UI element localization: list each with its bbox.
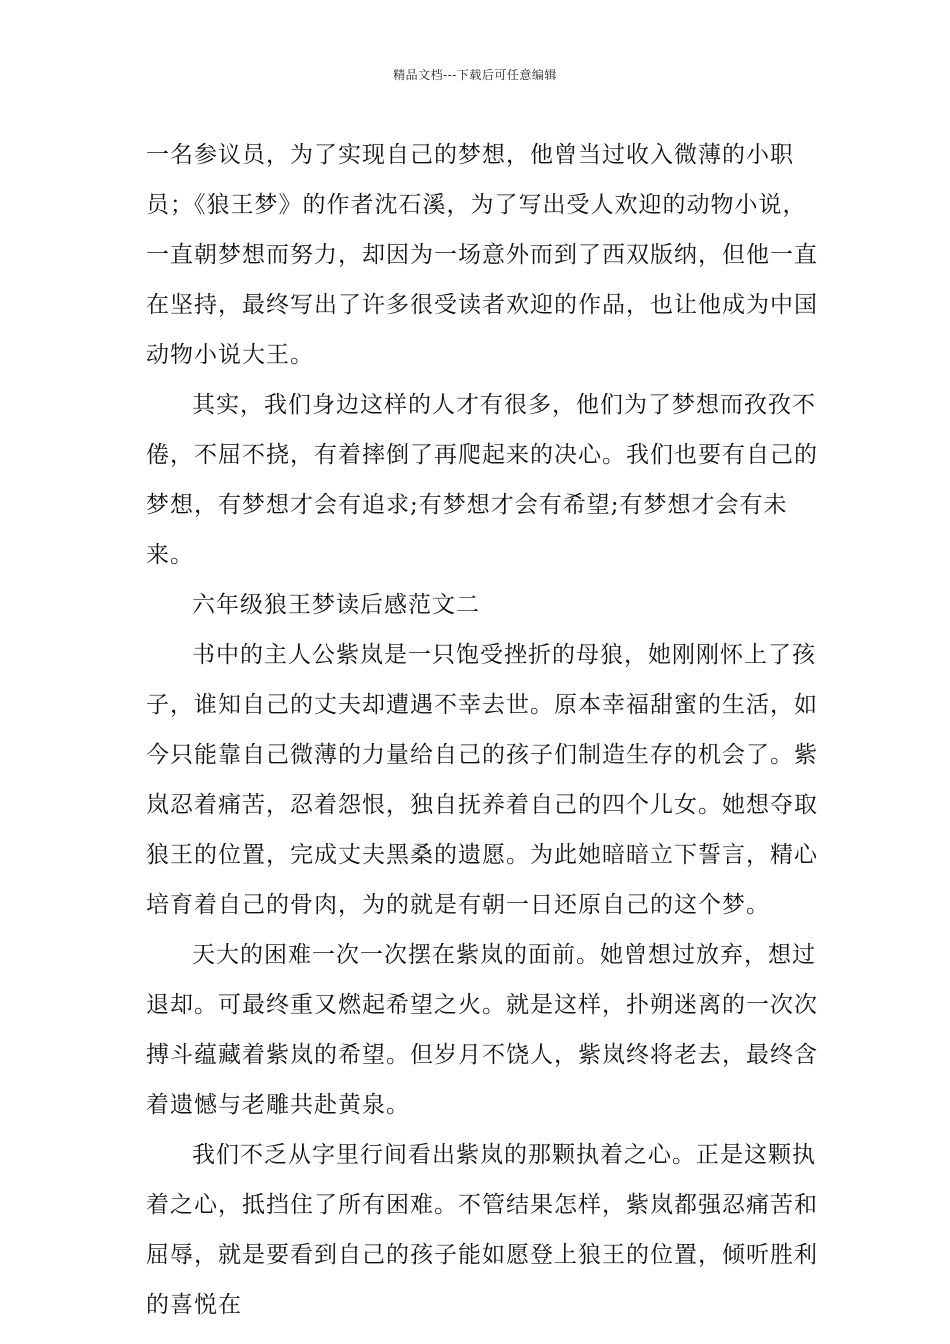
paragraph-4: 天大的困难一次一次摆在紫岚的面前。她曾想过放弃，想过退却。可最终重又燃起希望之火。就是这样，扑朔迷离的一次次搏斗蕴藏着紫岚的希望。但岁月不饶人，紫岚终将老去，最终含着遗憾与老雕共赴黄泉。 [146, 942, 818, 1118]
document-body [146, 130, 830, 1330]
page-header-note: 精品文档---下载后可任意编辑 [393, 68, 557, 82]
paragraph-5: 我们不乏从字里行间看出紫岚的那颗执着之心。正是这颗执着之心，抵挡住了所有困难。不管结果怎样，紫岚都强忍痛苦和屈辱，就是要看到自己的孩子能如愿登上狼王的位置，倾听胜利的喜悦在 [146, 1142, 818, 1318]
section-heading: 六年级狼王梦读后感范文二 [192, 592, 480, 618]
paragraph-3: 书中的主人公紫岚是一只饱受挫折的母狼，她刚刚怀上了孩子，谁知自己的丈夫却遭遇不幸去世。原本幸福甜蜜的生活，如今只能靠自己微薄的力量给自己的孩子们制造生存的机会了。紫岚忍着痛苦，忍着怨恨，独自抚养着自己的四个儿女。她想夺取狼王的位置，完成丈夫黑桑的遗愿。为此她暗暗立下誓言，精心培育着自己的骨肉，为的就是有朝一日还原自己的这个梦。 [146, 642, 818, 918]
paragraph-2: 其实，我们身边这样的人才有很多，他们为了梦想而孜孜不倦，不屈不挠，有着摔倒了再爬起来的决心。我们也要有自己的梦想，有梦想才会有追求;有梦想才会有希望;有梦想才会有未来。 [146, 392, 818, 568]
paragraph-1: 一名参议员，为了实现自己的梦想，他曾当过收入微薄的小职员；《狼王梦》的作者沈石溪，为了写出受人欢迎的动物小说，一直朝梦想而努力，却因为一场意外而到了西双版纳，但他一直在坚持，最终写出了许多很受读者欢迎的作品，也让他成为中国动物小说大王。 [146, 142, 818, 368]
